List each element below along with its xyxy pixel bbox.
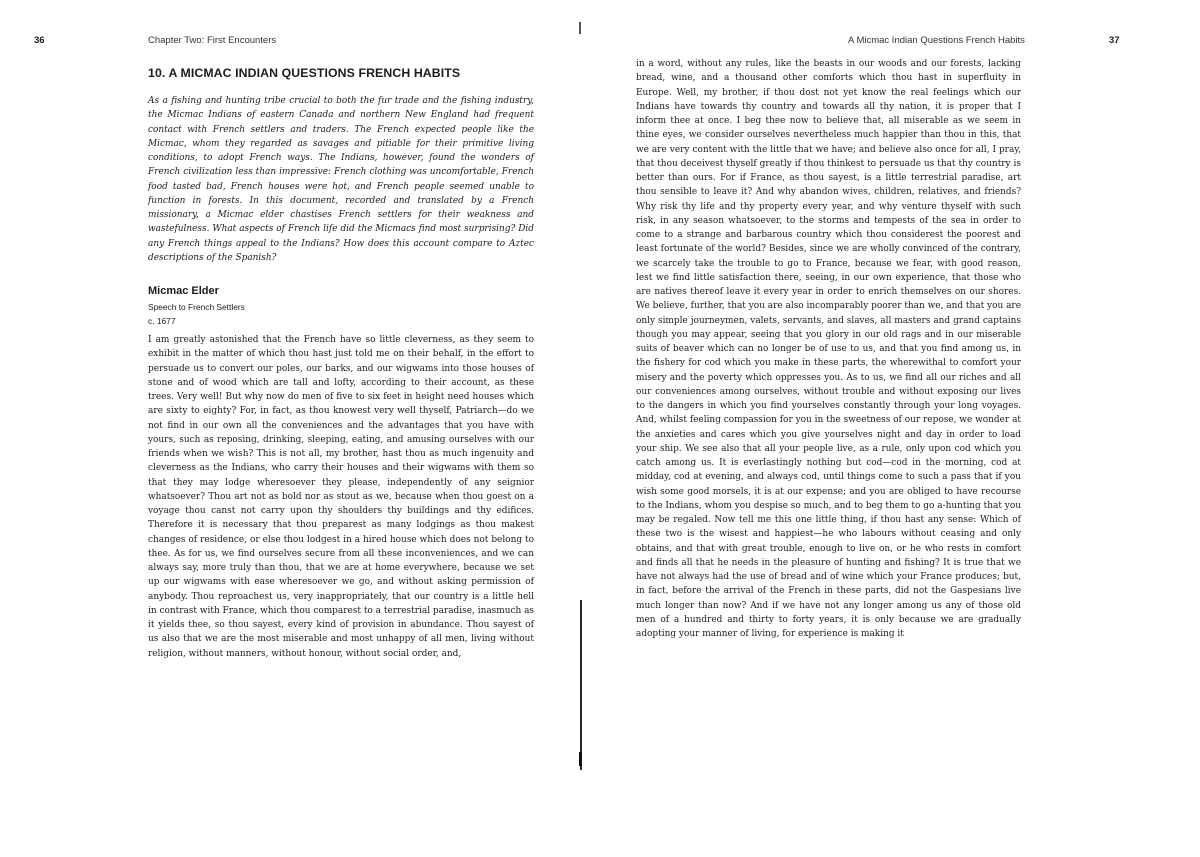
speaker-name: Micmac Elder bbox=[148, 285, 219, 297]
running-head-left: Chapter Two: First Encounters bbox=[148, 35, 277, 46]
gutter-mark-top bbox=[579, 22, 581, 34]
gutter-line bbox=[580, 600, 582, 770]
document-title: 10. A MICMAC INDIAN QUESTIONS FRENCH HABITS bbox=[148, 66, 461, 80]
left-page bbox=[0, 0, 585, 857]
speech-date: c. 1677 bbox=[148, 316, 176, 326]
gutter-mark-bottom bbox=[579, 752, 582, 766]
running-head-right: A Micmac Indian Questions French Habits bbox=[848, 35, 1025, 46]
page-number-right: 37 bbox=[1109, 35, 1120, 46]
speaker-subtitle: Speech to French Settlers bbox=[148, 302, 245, 312]
page-number-left: 36 bbox=[34, 35, 45, 46]
speech-body-right: in a word, without any rules, like the beasts in our woods and our forests, lacking bread, wine, and a thousand other comforts which thou hast in superfluity in Europe. Well, my brother, if thou dost not yet know the real feelings which our Indians have towards thy country and towards all thy nation, it is proper that I inform thee at once. I beg thee now to believe that, all miserable as we seem in thine eyes, we consider ourselves nevertheless much happier than thou in this, that we are very content with the little that we have; and believe also once for all, I pray, that thou deceivest thyself greatly if thou thinkest to persuade us that thy country is better than ours. For if France, as thou sayest, is a little terrestrial paradise, art thou sensible to leave it? And why abandon wives, children, relatives, and friends? Why risk thy life and thy property every year, and why venture thyself with such risk, in any season whatsoever, to the storms and tempests of the sea in order to come to a strange and barbarous country which thou considerest the poorest and least fortunate of the world? Besides, since we are wholly convinced of the contrary, we scarcely take the trouble to go to France, because we fear, with good reason, lest we find little satisfaction there, seeing, in our own experience, that those who are natives thereof leave it every year in order to enrich themselves on our shores. We believe, further, that you are also incomparably poorer than we, and that you are only simple journeymen, valets, servants, and slaves, all masters and grand captains though you may appear, seeing that you glory in our old rags and in our miserable suits of beaver which can no longer be of use to us, and that you find among us, in the fishery for cod which you make in these parts, the wherewithal to comfort your misery and the poverty which oppresses you. As to us, we find all our riches and all our conveniences among ourselves, without trouble and without exposing our lives to the dangers in which you find yourselves constantly through your long voyages. And, whilst feeling compassion for you in the sweetness of our repose, we wonder at the anxieties and cares which you give yourselves night and day in order to load your ship. We see also that all your people live, as a rule, only upon cod which you catch among us. It is everlastingly nothing but cod—cod in the morning, cod at midday, cod at evening, and always cod, until things come to such a pass that if you wish some good morsels, it is at our expense; and you are obliged to have recourse to the Indians, whom you despise so much, and to beg them to go a-hunting that you may be regaled. Now tell me this one little thing, if thou hast any sense: Which of these two is the wisest and happiest—he who labours without ceasing and only obtains, and that with great trouble, enough to live on, or he who rests in comfort and finds all that he needs in the pleasure of hunting and fishing? It is true that we have not always had the use of bread and of wine which your France produces; but, in fact, before the arrival of the French in these parts, did not the Gaspesians live much longer than now? And if we have not any longer among us any of those old men of a hundred and thirty to forty years, it is only because we are gradually adopting your manner of living, for experience is making it bbox=[636, 59, 1021, 639]
introduction-paragraph: As a fishing and hunting tribe crucial to both the fur trade and the fishing industry, the Micmac Indians of eastern Canada and northern New England had frequent contact with French settlers and traders. The French expected people like the Micmac, whom they regarded as savages and pitiable for their primitive living conditions, to adopt French ways. The Indians, however, found the wonders of French civilization less than impressive: French clothing was uncomfortable, French food tasted bad, French houses were hot, and French people seemed unable to function in forests. In this document, recorded and translated by a French missionary, a Micmac elder chastises French settlers for their weakness and wastefulness. What aspects of French life did the Micmacs find most surprising? Did any French things appeal to the Indians? How does this account compare to Aztec descriptions of the Spanish? bbox=[148, 96, 534, 263]
speech-body-left: I am greatly astonished that the French have so little cleverness, as they seem to exhibit in the matter of which thou hast just told me on their behalf, in the effort to persuade us to convert our poles, our barks, and our wigwams into those houses of stone and of wood which are tall and lofty, according to their account, as these trees. Very well! But why now do men of five to six feet in height need houses which are sixty to eighty? For, in fact, as thou knowest very well thyself, Patriarch—do we not find in our own all the conveniences and the advantages that you have with yours, such as reposing, drinking, sleeping, eating, and amusing ourselves with our friends when we wish? This is not all, my brother, hast thou as much ingenuity and cleverness as the Indians, who carry their houses and their wigwams with them so that they may lodge wheresoever they please, independently of any seignior whatsoever? Thou art not as bold nor as stout as we, because when thou goest on a voyage thou canst not carry upon thy shoulders thy buildings and thy edifices. Therefore it is necessary that thou preparest as many lodgings as thou makest changes of residence, or else thou lodgest in a hired house which does not belong to thee. As for us, we find ourselves secure from all these inconveniences, and we can always say, more truly than thou, that we are at home everywhere, because we set up our wigwams with ease wheresoever we go, and without asking permission of anybody. Thou reproachest us, very inappropriately, that our country is a little hell in contrast with France, which thou comparest to a terrestrial paradise, inasmuch as it yields thee, so thou sayest, every kind of provision in abundance. Thou sayest of us also that we are the most miserable and most unhappy of all men, living without religion, without manners, without honour, without social order, and, bbox=[148, 335, 534, 659]
